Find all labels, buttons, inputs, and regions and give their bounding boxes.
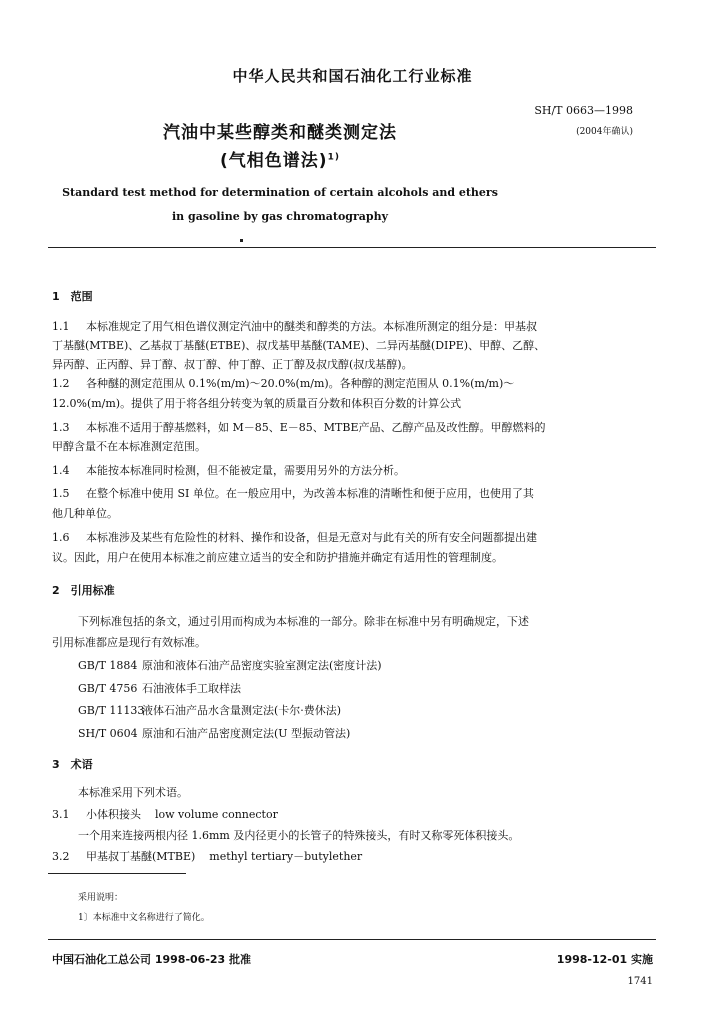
clause-number: 1.1 <box>52 320 70 333</box>
tick-mark <box>240 239 243 242</box>
reference-code: GB/T 1884 <box>78 659 138 672</box>
clause-1-6-line2: 议。因此，用户在使用本标准之前应建立适当的安全和防护措施并确定有适用性的管理制度。 <box>52 551 503 564</box>
subtitle-text: (气相色谱法) <box>220 151 328 171</box>
clause-1-1 <box>52 317 537 336</box>
section-2-heading: 2 引用标准 <box>52 584 115 597</box>
title-divider <box>48 247 656 248</box>
clause-number: 3.1 <box>52 808 70 821</box>
implementation-date: 1998-12-01 实施 <box>556 953 653 966</box>
reference-title: 原油和液体石油产品密度实验室测定法(密度计法) <box>142 659 382 672</box>
section-2-intro-line2: 引用标准都应是现行有效标准。 <box>52 636 206 649</box>
approval-line: 中国石油化工总公司 1998-06-23 批准 <box>52 953 252 966</box>
footnote-divider <box>48 873 186 874</box>
page-number: 1741 <box>627 976 653 987</box>
clause-text: 本标准规定了用气相色谱仪测定汽油中的醚类和醇类的方法。本标准所测定的组分是：甲基叔 <box>86 320 537 333</box>
clause-text: 本标准涉及某些有危险性的材料、操作和设备，但是无意对与此有关的所有安全问题都提出建 <box>86 531 537 544</box>
clause-1-6 <box>52 528 537 547</box>
clause-number: 1.2 <box>52 377 70 390</box>
clause-1-3 <box>52 418 546 437</box>
reference-standard <box>78 725 350 741</box>
section-2-intro-line1: 下列标准包括的条文，通过引用而构成为本标准的一部分。除非在标准中另有明确规定，下述 <box>78 615 529 628</box>
clause-1-5 <box>52 484 534 503</box>
reference-title: 液体石油产品水含量测定法(卡尔·费休法) <box>142 704 342 717</box>
clause-1-2-line2: 12.0%(m/m)。提供了用于将各组分转变为氧的质量百分数和体积百分数的计算公式 <box>52 397 462 410</box>
section-3-heading: 3 术语 <box>52 758 93 771</box>
reference-code: SH/T 0604 <box>78 727 138 740</box>
adoption-note-item: 1〕本标准中文名称进行了简化。 <box>78 913 210 923</box>
reference-standard <box>78 680 241 696</box>
clause-text: 在整个标准中使用 SI 单位。在一般应用中，为改善本标准的清晰性和便于应用，也使用了其 <box>86 487 534 500</box>
clause-number: 1.3 <box>52 421 70 434</box>
term-en: methyl tertiary－butylether <box>209 850 363 863</box>
clause-3-2 <box>52 847 362 866</box>
confirmation-year: (2004年确认) <box>576 127 633 137</box>
reference-title: 原油和石油产品密度测定法(U 型振动管法) <box>142 727 351 740</box>
term-cn: 甲基叔丁基醚(MTBE) <box>86 850 196 863</box>
document-title-cn: 汽油中某些醇类和醚类测定法 <box>163 123 397 143</box>
section-1-heading: 1 范围 <box>52 290 93 303</box>
reference-standard <box>78 657 382 673</box>
clause-text: 各种醚的测定范围从 0.1%(m/m)～20.0%(m/m)。各种醇的测定范围从 0.1%(m/m)～ <box>86 377 515 390</box>
reference-title: 石油液体手工取样法 <box>142 682 241 695</box>
term-en: low volume connector <box>155 808 278 821</box>
document-subtitle-cn <box>0 146 560 171</box>
clause-1-2 <box>52 374 514 393</box>
clause-number: 1.5 <box>52 487 70 500</box>
reference-code: GB/T 4756 <box>78 682 138 695</box>
clause-1-1-line3: 异丙醇、正丙醇、异丁醇、叔丁醇、仲丁醇、正丁醇及叔戊醇(叔戊基醇)。 <box>52 358 413 371</box>
standard-code: SH/T 0663—1998 <box>534 104 633 117</box>
clause-number: 3.2 <box>52 850 70 863</box>
document-title-en-line1: Standard test method for determination of certain alcohols and ethers <box>62 186 498 199</box>
clause-text: 本能按本标准同时检测，但不能被定量，需要用另外的方法分析。 <box>86 464 405 477</box>
clause-3-1 <box>52 805 278 824</box>
clause-text: 本标准不适用于醇基燃料，如 M－85、E－85、MTBE产品、乙醇产品及改性醇。甲醇燃料的 <box>86 421 546 434</box>
term-cn: 小体积接头 <box>86 808 141 821</box>
clause-number: 1.6 <box>52 531 70 544</box>
section-3-intro: 本标准采用下列术语。 <box>78 786 188 799</box>
clause-1-5-line2: 他几种单位。 <box>52 507 118 520</box>
clause-3-1-definition: 一个用来连接两根内径 1.6mm 及内径更小的长管子的特殊接头，有时又称零死体积接头。 <box>78 829 520 842</box>
clause-1-1-line2: 丁基醚(MTBE)、乙基叔丁基醚(ETBE)、叔戊基甲基醚(TAME)、二异丙基醚(DIPE)、甲醇、乙醇、 <box>52 339 546 352</box>
subtitle-footnote-mark: 1) <box>327 152 340 163</box>
footer-divider <box>48 939 656 940</box>
clause-1-3-line2: 甲醇含量不在本标准测定范围。 <box>52 440 206 453</box>
clause-1-4 <box>52 461 405 480</box>
reference-standard <box>78 702 341 718</box>
issuing-body-header: 中华人民共和国石油化工行业标准 <box>232 67 473 85</box>
reference-code: GB/T 11133 <box>78 704 145 717</box>
document-title-en-line2: in gasoline by gas chromatography <box>172 210 388 223</box>
adoption-note-label: 采用说明： <box>78 893 124 903</box>
clause-number: 1.4 <box>52 464 70 477</box>
